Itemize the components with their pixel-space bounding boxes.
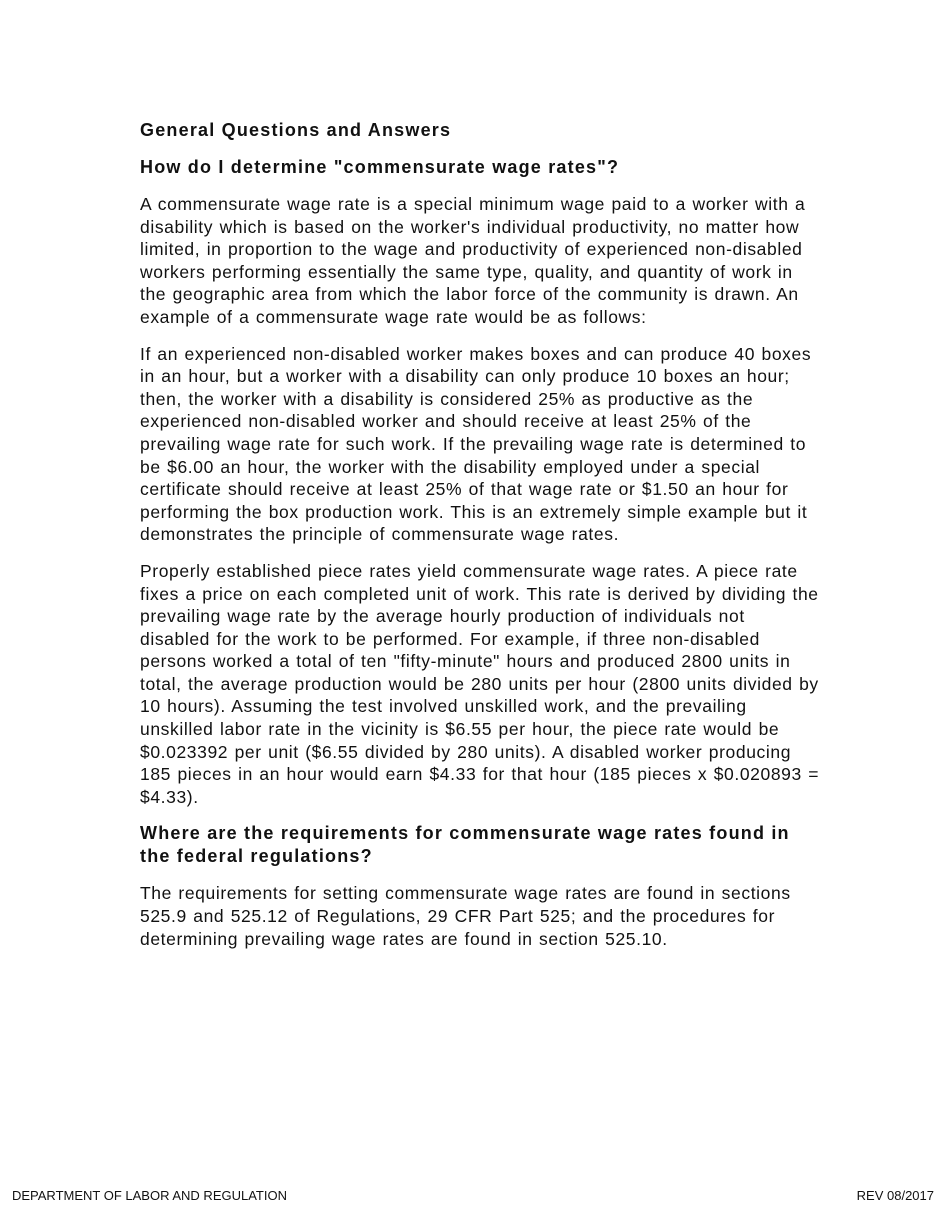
answer-paragraph: A commensurate wage rate is a special minimum wage paid to a worker with a disability which is based on the worker's individual productivity, no matter how limited, in proportion to the wage and productivity of experienced non-disabled workers performing essentially the same type, quality, and quantity of work in the geographic area from which the labor force of the community is drawn. An example of a commensurate wage rate would be as follows: [140,194,806,327]
question-heading-commensurate-wage: How do I determine "commensurate wage rates"? [140,157,620,177]
footer-department: DEPARTMENT OF LABOR AND REGULATION [12,1188,287,1203]
question-heading-federal-regulations: Where are the requirements for commensurate wage rates found in the federal regulations? [140,823,790,867]
answer-paragraph: Properly established piece rates yield commensurate wage rates. A piece rate fixes a price on each completed unit of work. This rate is derived by dividing the prevailing wage rate by the average hourly production of individuals not disabled for the work to be performed. For example, if three non-disabled persons worked a total of ten "fifty-minute" hours and produced 2800 units in total, the average production would be 280 units per hour (2800 units divided by 10 hours). Assuming the test involved unskilled work, and the prevailing unskilled labor rate in the vicinity is $6.55 per hour, the piece rate would be $0.023392 per unit ($6.55 divided by 280 units). A disabled worker producing 185 pieces in an hour would earn $4.33 for that hour (185 pieces x $0.020893 = $4.33). [140,560,820,807]
section-title: General Questions and Answers [140,120,452,140]
answer-paragraph: The requirements for setting commensurate wage rates are found in sections 525.9 and 525.12 of Regulations, 29 CFR Part 525; and the procedures for determining prevailing wage rates are found in section 525.10. [140,883,791,949]
answer-paragraph: If an experienced non-disabled worker makes boxes and can produce 40 boxes in an hour, but a worker with a disability can only produce 10 boxes an hour; then, the worker with a disability is considered 25% as productive as the experienced non-disabled worker and should receive at least 25% of the prevailing wage rate for such work. If the prevailing wage rate is determined to be $6.00 an hour, the worker with the disability employed under a special certificate should receive at least 25% of that wage rate or $1.50 an hour for performing the box production work. This is an extremely simple example but it demonstrates the principle of commensurate wage rates. [140,343,812,545]
document-body [140,118,820,964]
footer-revision: REV 08/2017 [856,1188,934,1203]
